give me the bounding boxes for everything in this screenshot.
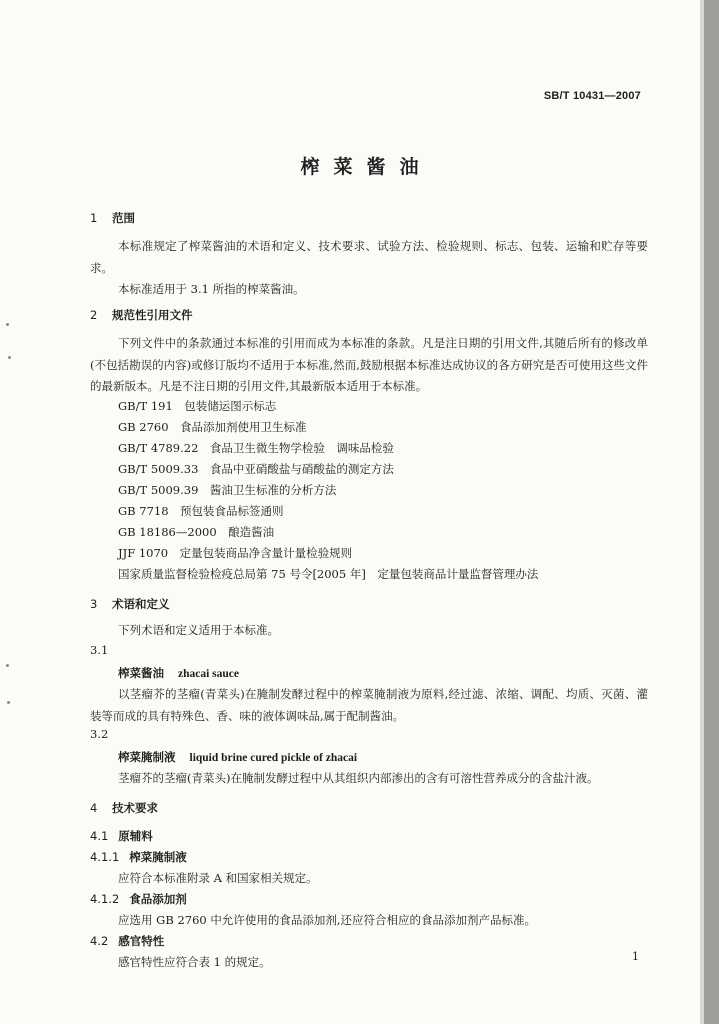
section-2-paragraph: 下列文件中的条款通过本标准的引用而成为本标准的条款。凡是注日期的引用文件,其随后所有的修改单(不包括勘误的内容)或修订版均不适用于本标准,然而,鼓励根据本标准达成协议的各方研究是否可使用这些文件的最新版本。凡是不注日期的引用文件,其最新版本适用于本标准。 xyxy=(90,336,648,393)
section-1-paragraph: 本标准规定了榨菜酱油的术语和定义、技术要求、试验方法、检验规则、标志、包装、运输和贮存等要求。 xyxy=(90,239,648,275)
subsection-title: 感官特性 xyxy=(118,934,165,948)
subsection-number: 4.1 xyxy=(90,829,109,843)
section-2-heading xyxy=(90,307,193,323)
term-3-2-number: 3.2 xyxy=(90,727,109,741)
section-number: 1 xyxy=(90,211,98,225)
scan-speck xyxy=(8,356,11,359)
term-3-2 xyxy=(118,749,357,765)
subsection-4-1-2-text: 应选用 GB 2760 中允许使用的食品添加剂,还应符合相应的食品添加剂产品标准。 xyxy=(118,913,537,927)
subsection-4-1-2 xyxy=(90,891,187,907)
term-3-1 xyxy=(118,665,239,681)
standard-number: SB/T 10431—2007 xyxy=(543,90,641,102)
section-title: 范围 xyxy=(112,211,135,225)
document-title: 榨菜酱油 xyxy=(300,156,433,178)
page-number: 1 xyxy=(632,950,639,963)
subsection-4-1-1-text: 应符合本标准附录 A 和国家相关规定。 xyxy=(118,871,318,885)
reference-item: GB 18186—2000 酿造酱油 xyxy=(118,525,275,539)
subsection-title: 原辅料 xyxy=(118,829,153,843)
section-1-scope: 本标准适用于 3.1 所指的榨菜酱油。 xyxy=(118,282,305,296)
scan-speck xyxy=(6,664,9,667)
subsection-number: 4.1.1 xyxy=(90,850,120,864)
reference-item: GB/T 4789.22 食品卫生微生物学检验 调味品检验 xyxy=(118,441,394,455)
section-number: 2 xyxy=(90,308,98,322)
subsection-4-2 xyxy=(90,933,164,949)
section-title: 技术要求 xyxy=(112,801,158,815)
reference-item: GB 7718 预包装食品标签通则 xyxy=(118,504,284,518)
term-chinese: 榨菜酱油 xyxy=(118,666,164,680)
section-number: 4 xyxy=(90,801,98,815)
subsection-4-1 xyxy=(90,828,153,844)
term-english: zhacai sauce xyxy=(178,668,240,680)
term-3-2-definition: 茎瘤芥的茎瘤(青菜头)在腌制发酵过程中从其组织内部渗出的含有可溶性营养成分的含盐汁液。 xyxy=(118,771,599,785)
subsection-title: 食品添加剂 xyxy=(129,892,187,906)
subsection-4-2-text: 感官特性应符合表 1 的规定。 xyxy=(118,955,271,969)
section-title: 规范性引用文件 xyxy=(112,308,193,322)
subsection-number: 4.2 xyxy=(90,934,109,948)
scan-speck xyxy=(6,323,9,326)
term-chinese: 榨菜腌制液 xyxy=(118,750,176,764)
section-4-heading xyxy=(90,800,158,816)
section-title: 术语和定义 xyxy=(112,597,170,611)
subsection-4-1-1 xyxy=(90,849,187,865)
reference-item: GB/T 5009.39 酱油卫生标准的分析方法 xyxy=(118,483,337,497)
term-3-1-definition: 以茎瘤芥的茎瘤(青菜头)在腌制发酵过程中的榨菜腌制液为原料,经过滤、浓缩、调配、均质、灭菌、灌装等而成的具有特殊色、香、味的液体调味品,属于配制酱油。 xyxy=(90,687,648,723)
reference-item: GB 2760 食品添加剂使用卫生标准 xyxy=(118,420,307,434)
reference-item: JJF 1070 定量包装商品净含量计量检验规则 xyxy=(118,546,353,560)
section-1-heading xyxy=(90,210,135,226)
subsection-title: 榨菜腌制液 xyxy=(129,850,187,864)
scan-speck xyxy=(7,701,10,704)
term-3-1-number: 3.1 xyxy=(90,643,109,657)
reference-item: 国家质量监督检验检疫总局第 75 号令[2005 年] 定量包装商品计量监督管理办法 xyxy=(118,567,539,581)
reference-item: GB/T 191 包装储运图示标志 xyxy=(118,399,277,413)
subsection-number: 4.1.2 xyxy=(90,892,120,906)
section-3-intro: 下列术语和定义适用于本标准。 xyxy=(118,623,279,637)
term-english: liquid brine cured pickle of zhacai xyxy=(189,752,358,764)
reference-item: GB/T 5009.33 食品中亚硝酸盐与硝酸盐的测定方法 xyxy=(118,462,394,476)
section-3-heading xyxy=(90,596,170,612)
section-number: 3 xyxy=(90,597,98,611)
